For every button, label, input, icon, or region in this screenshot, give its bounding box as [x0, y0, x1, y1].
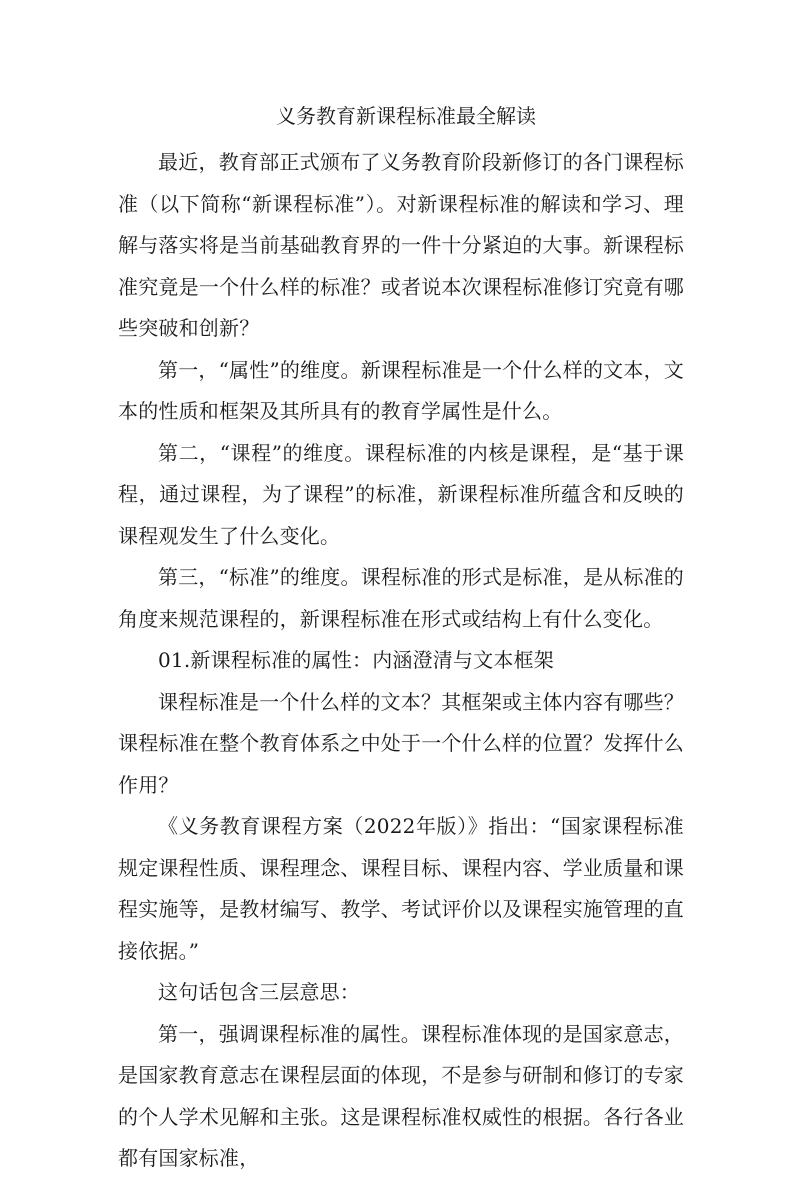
- paragraph-dimension-standard: 第三，“标准”的维度。课程标准的形式是标准，是从标准的角度来规范课程的，新课程标准在形式或结构上有什么变化。: [118, 565, 684, 631]
- document-page: [118, 98, 684, 1180]
- paragraph-three-meanings: 这句话包含三层意思：: [158, 980, 360, 1004]
- paragraph-intro: 最近，教育部正式颁布了义务教育阶段新修订的各门课程标准（以下简称“新课程标准”）。对新课程标准的解读和学习、理解与落实将是当前基础教育界的一件十分紧迫的大事。新课程标准究竟是一个什么样的标准？或者说本次课程标准修订究竟有哪些突破和创新？: [118, 150, 684, 340]
- document-title: 义务教育新课程标准最全解读: [276, 104, 536, 128]
- paragraph-quote: 《义务教育课程方案（2022年版）》指出：“国家课程标准规定课程性质、课程理念、课程目标、课程内容、学业质量和课程实施等，是教材编写、教学、考试评价以及课程实施管理的直接依据。”: [118, 814, 684, 963]
- paragraph-dimension-attribute: 第一，“属性”的维度。新课程标准是一个什么样的文本，文本的性质和框架及其所具有的教育学属性是什么。: [118, 357, 684, 423]
- paragraph-first-meaning: 第一，强调课程标准的属性。课程标准体现的是国家意志，是国家教育意志在课程层面的体现，不是参与研制和修订的专家的个人学术见解和主张。这是课程标准权威性的根据。各行各业都有国家标准，: [118, 1021, 684, 1170]
- section-heading-01: 01.新课程标准的属性：内涵澄清与文本框架: [158, 648, 555, 672]
- paragraph-questions: 课程标准是一个什么样的文本？其框架或主体内容有哪些？课程标准在整个教育体系之中处于一个什么样的位置？发挥什么作用？: [118, 689, 684, 797]
- paragraph-dimension-curriculum: 第二，“课程”的维度。课程标准的内核是课程，是“基于课程，通过课程，为了课程”的标准，新课程标准所蕴含和反映的课程观发生了什么变化。: [118, 440, 684, 548]
